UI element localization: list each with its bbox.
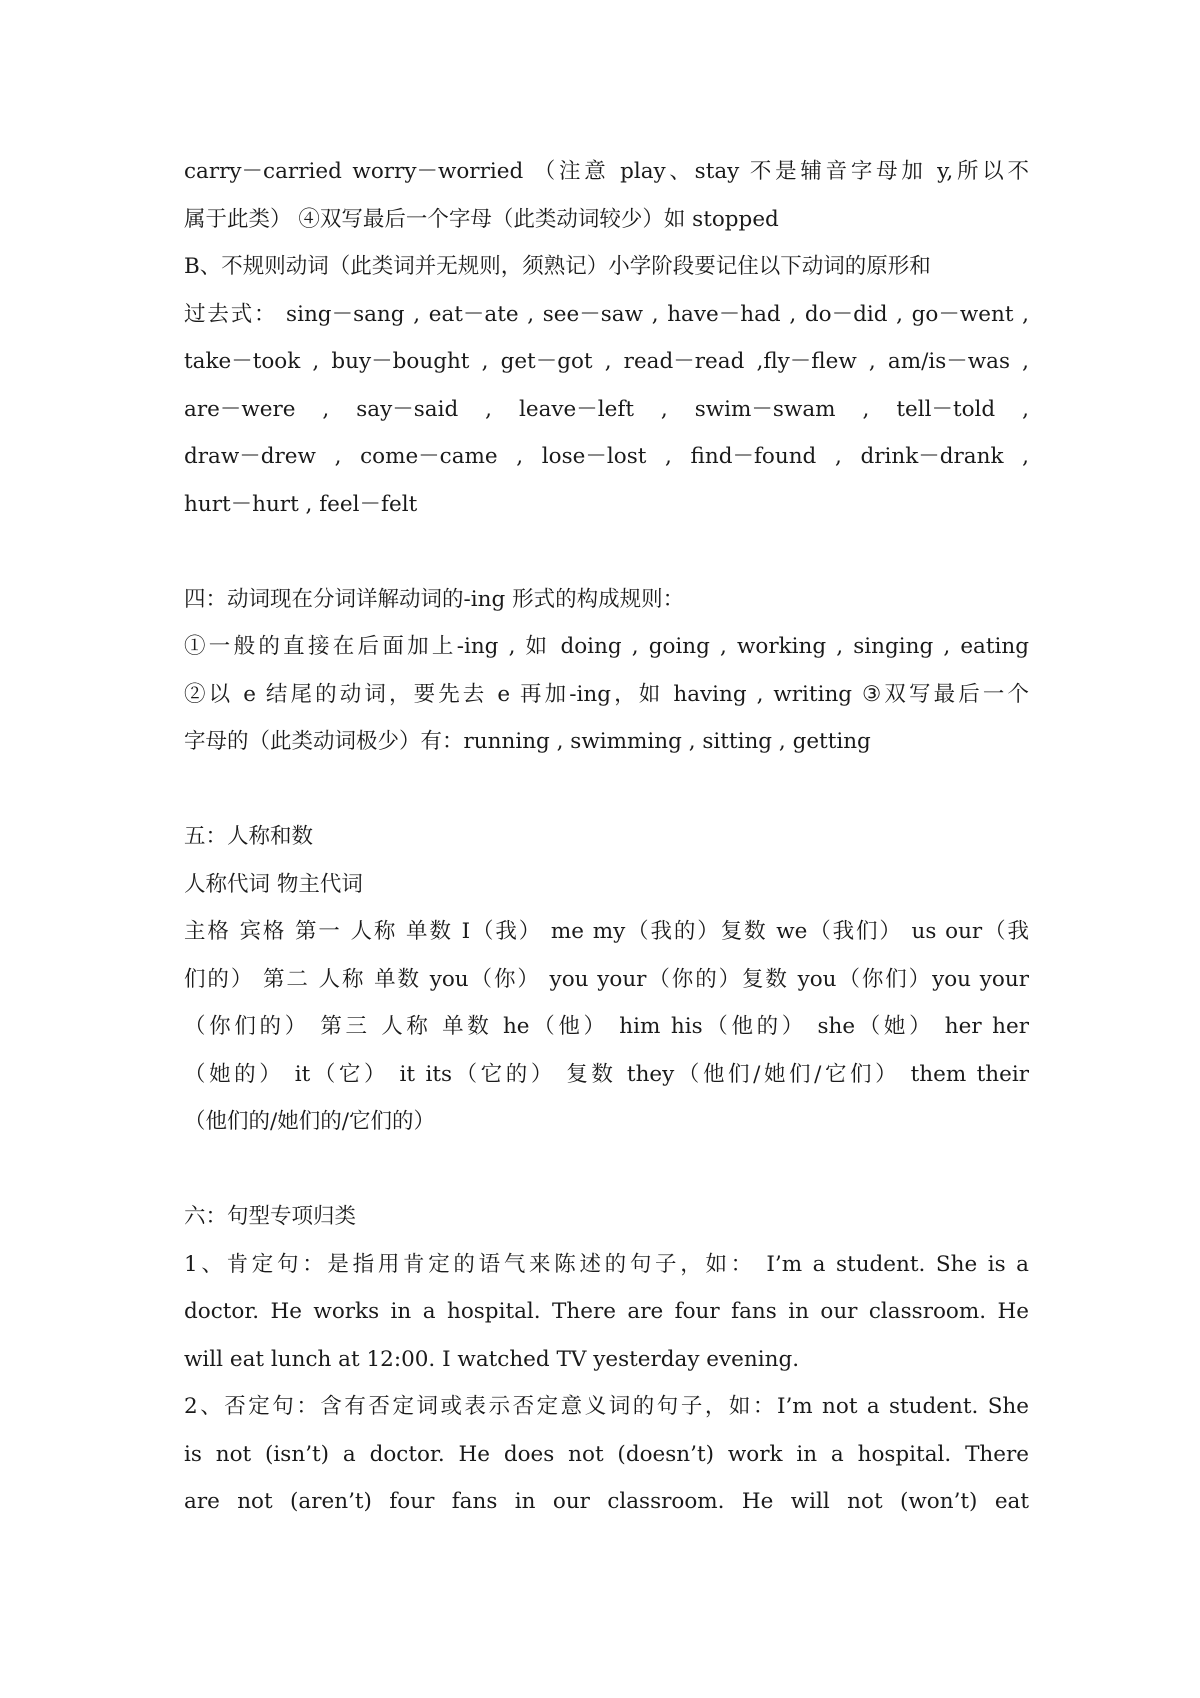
text-line: 属于此类） ④双写最后一个字母（此类动词较少）如 stopped [184,206,779,232]
text-line: （她的） it（它） it its（它的） 复数 they（他们/她们/它们） them their [184,1061,1029,1087]
text-line: 2、否定句：含有否定词或表示否定意义词的句子，如：I’m not a student. She [184,1394,1029,1419]
text-line: （你们的） 第三 人称 单数 he（他） him his（他的） she（她） her her [184,1014,1029,1039]
text-line: ①一般的直接在后面加上-ing , 如 doing , going , working , singing , eating [184,634,1029,659]
text-line: doctor. He works in a hospital. There are four fans in our classroom. He [184,1299,1029,1324]
text-line: draw－drew , come－came , lose－lost , find－found , drink－drank , [184,444,1029,469]
section-six [184,1193,1029,1526]
paragraph-gap [184,528,1029,576]
text-line: ②以 e 结尾的动词，要先去 e 再加-ing，如 having , writing ③双写最后一个 [184,681,1029,707]
section-heading: 五：人称和数 [184,824,314,849]
text-line: are－were , say－said , leave－left , swim－swam , tell－told , [184,396,1029,422]
text-line: （他们的/她们的/它们的） [184,1109,435,1134]
section-subheading: 人称代词 物主代词 [184,871,363,897]
document-page [184,148,1029,1526]
text-line: 过去式： sing－sang , eat－ate , see－saw , have－had , do－did , go－went , [184,301,1029,327]
paragraph-gap [184,766,1029,814]
text-line: are not (aren’t) four fans in our classroom. He will not (won’t) eat [184,1489,1029,1514]
text-line: hurt－hurt , feel－felt [184,491,418,517]
section-heading: 六：句型专项归类 [184,1204,357,1229]
paragraph-gap [184,1146,1029,1194]
text-line: will eat lunch at 12:00. I watched TV yesterday evening. [184,1346,800,1372]
text-line: carry－carried worry－worried （注意 play、stay 不是辅音字母加 y,所以不 [184,159,1029,184]
text-line: B、不规则动词（此类词并无规则，须熟记）小学阶段要记住以下动词的原形和 [184,254,931,279]
text-line: 1、肯定句：是指用肯定的语气来陈述的句子，如： I’m a student. She is a [184,1251,1029,1277]
text-line: 主格 宾格 第一 人称 单数 I（我） me my（我的）复数 we（我们） us our（我 [184,919,1029,944]
text-line: 字母的（此类动词极少）有：running , swimming , sitting , getting [184,729,871,754]
past-tense-section [184,148,1029,528]
section-four [184,576,1029,766]
text-line: take－took , buy－bought , get－got , read－read ,fly－flew , am/is－was , [184,349,1029,374]
text-line: is not (isn’t) a doctor. He does not (doesn’t) work in a hospital. There [184,1441,1029,1467]
section-five [184,813,1029,1146]
text-line: 们的） 第二 人称 单数 you（你） you your（你的）复数 you（你们）you your [184,966,1029,992]
section-heading: 四：动词现在分词详解动词的-ing 形式的构成规则： [184,586,685,612]
